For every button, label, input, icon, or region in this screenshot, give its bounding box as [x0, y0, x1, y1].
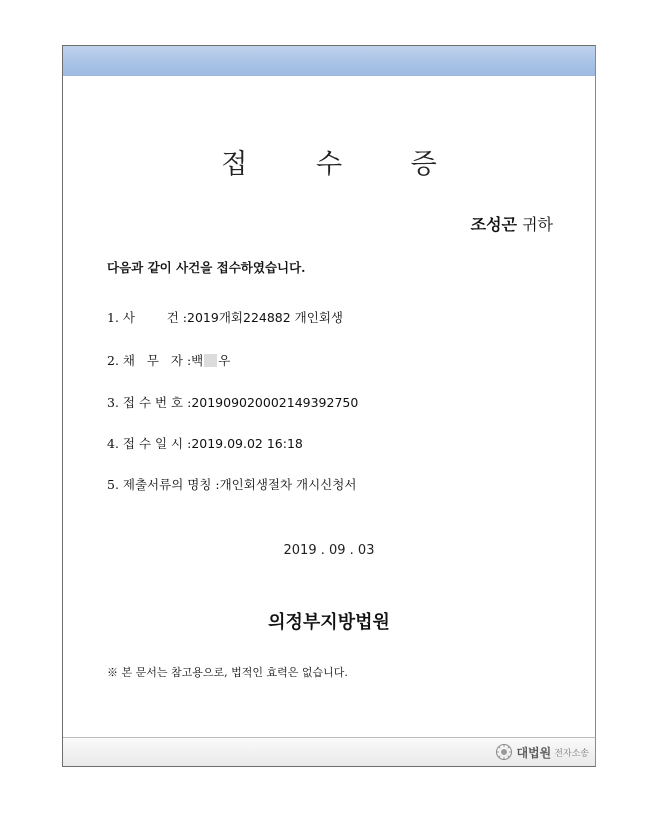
item-case-value: 2019개회224882 개인회생: [187, 310, 343, 325]
intro-text: 다음과 같이 사건을 접수하였습니다.: [107, 260, 306, 275]
recipient-name: 조성곤: [470, 215, 517, 234]
document-window: [62, 45, 596, 767]
logo-main-text: 대법원: [516, 745, 552, 760]
item-receipt-datetime-value: 2019.09.02 16:18: [191, 436, 303, 451]
item-receipt-datetime: [107, 434, 303, 452]
item-receipt-number-value: 20190902000214939275​0: [191, 395, 359, 410]
item-debtor-name-first: 백: [191, 353, 204, 368]
supreme-court-efiling-logo: [495, 743, 589, 761]
window-title-bar: [63, 46, 595, 76]
item-receipt-number-label: 3. 접 수 번 호 :: [107, 395, 192, 410]
item-debtor: [107, 351, 230, 369]
recipient-suffix: 귀하: [517, 215, 553, 234]
recipient: [471, 212, 553, 235]
redaction-mask: [204, 354, 217, 367]
item-document-name-label: 5. 제출서류의 명칭 :: [107, 477, 220, 492]
item-receipt-number: [107, 393, 358, 411]
item-receipt-datetime-label: 4. 접 수 일 시 :: [107, 436, 192, 451]
court-emblem-icon: [495, 743, 513, 761]
document-title: 접 수 증: [221, 149, 467, 180]
window-footer-bar: [63, 737, 595, 766]
item-case-label: 1. 사 건 :: [107, 310, 188, 325]
item-debtor-name-last: 우: [218, 353, 231, 368]
item-case: [107, 308, 343, 326]
court-name: 의정부지방법원: [268, 612, 390, 633]
item-document-name: [107, 475, 356, 493]
disclaimer-note: ※ 본 문서는 참고용으로, 법적인 효력은 없습니다.: [107, 666, 348, 679]
item-debtor-label: 2. 채 무 자 :: [107, 353, 192, 368]
item-document-name-value: 개인회생절차 개시신청서: [219, 477, 357, 492]
issue-date: 2019 . 09 . 03: [283, 543, 375, 558]
logo-sub-text: 전자소송: [554, 748, 589, 759]
